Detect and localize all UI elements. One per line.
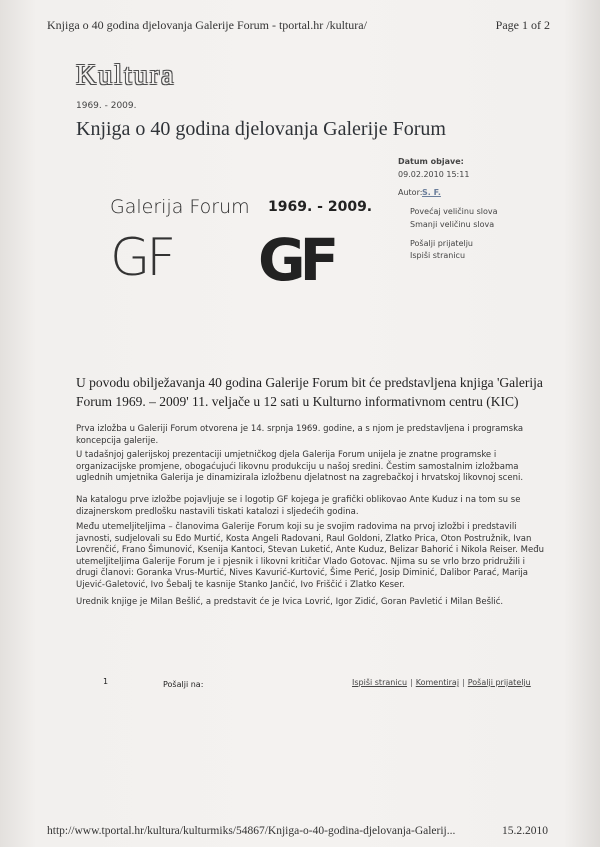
footer-separator: | <box>410 678 413 687</box>
print-footer-date: 15.2.2010 <box>502 825 548 837</box>
footer-comment-link[interactable]: Komentiraj <box>415 678 460 687</box>
print-header-title: Knjiga o 40 godina djelovanja Galerije Forum - tportal.hr /kultura/ <box>47 18 367 32</box>
article-years: 1969. - 2009. <box>76 101 137 111</box>
decrease-font-link[interactable]: Smanji veličinu slova <box>410 220 495 229</box>
print-footer-url: http://www.tportal.hr/kultura/kulturmiks/54867/Knjiga-o-40-godina-djelovanja-Galerij... <box>47 825 456 837</box>
footer-separator: | <box>462 678 465 687</box>
article-paragraph: U tadašnjoj galerijskoj prezentaciji umjetničkog djela Galerija Forum unijela je znatne programske i organizacijske promjene, obogaćujući likovnu produkciju u našoj sredini. Čestim samostalnim izložbama uglednih umjetnika Galerija je dinamizirala izložbenu djelatnost na zagrebačkoj i hrvatskoj likovnoj sceni. <box>76 450 524 483</box>
logo-monogram-bold: GF <box>258 226 334 294</box>
send-to-friend-link[interactable]: Pošalji prijatelju <box>410 239 474 248</box>
date-label: Datum objave: <box>398 157 464 166</box>
footer-links <box>352 678 531 687</box>
article-lead: U povodu obilježavanja 40 godina Galerije Forum bit će predstavljena knjiga 'Galerija Forum 1969. – 2009' 11. veljače u 12 sati u Kulturno informativnom centru (KIC) <box>76 375 543 409</box>
footer-send-link[interactable]: Pošalji prijatelju <box>467 678 531 687</box>
date-value: 09.02.2010 15:11 <box>398 170 470 179</box>
footer-print-link[interactable]: Ispiši stranicu <box>352 678 408 687</box>
article-paragraph: Urednik knjige je Milan Bešlić, a predstavit će je Ivica Lovrić, Igor Zidić, Goran Pavletić i Milan Bešlić. <box>76 597 504 607</box>
print-page-link[interactable]: Ispiši stranicu <box>410 251 466 260</box>
gallery-logo-image <box>110 196 373 301</box>
footer-page-number: 1 <box>103 677 109 686</box>
increase-font-link[interactable]: Povećaj veličinu slova <box>410 207 498 216</box>
article-paragraph: Među utemeljiteljima – članovima Galerije Forum koji su je svojim radovima na prvoj izložbi i predstavili javnosti, sudjelovali su Edo Murtić, Kosta Angeli Radovani, Raul Goldoni, Zlatko Prica, Oton Postružnik, Ivan Lovrenčić, Frano Šimunović, Ksenija Kantoci, Stevan Luketić, Ante Kuduz, Belizar Bahorić i Nikola Reiser. Među utemeljiteljima Galerije Forum je i pjesnik i likovni kritičar Vlado Gotovac. Njima su se vrlo brzo pridružili i drugi članovi: Goranka Vrus-Murtić, Nives Kavurić-Kurtović, Šime Perić, Josip Diminić, Dalibor Parać, Marija Ujević-Galetović, Ivo Šebalj te kasnije Stanko Jančić, Ivo Friščić i Zlatko Keser. <box>76 522 544 590</box>
footer-send-label: Pošalji na: <box>163 680 204 689</box>
author-label: Autor: <box>398 188 423 197</box>
logo-monogram-thin: GF <box>110 228 173 288</box>
logo-wordmark: Galerija Forum <box>110 196 250 218</box>
section-title: Kultura <box>76 60 176 91</box>
print-page-number: Page 1 of 2 <box>495 18 550 32</box>
article-paragraph: Na katalogu prve izložbe pojavljuje se i logotip GF kojega je grafički oblikovao Ante Kuduz i na tom su se dizajnerskom predlošku nastavili tiskati katalozi i sljedećih godina. <box>76 495 521 517</box>
author-link[interactable]: S. F. <box>422 188 441 197</box>
logo-years: 1969. - 2009. <box>268 199 373 215</box>
article-title: Knjiga o 40 godina djelovanja Galerije Forum <box>76 118 446 140</box>
article-paragraph: Prva izložba u Galeriji Forum otvorena je 14. srpnja 1969. godine, a s njom je predstavljena i programska koncepcija galerije. <box>76 424 524 446</box>
